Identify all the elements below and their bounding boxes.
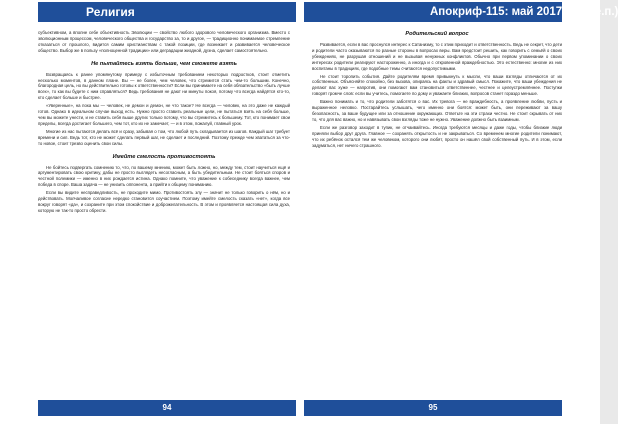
left-page-body [38, 30, 290, 390]
section-heading-2: Имейте смелость противостоять [112, 153, 216, 160]
paragraph: «Уверенные», на пока мы — человек, не демон и демон, не что такое? Не всегда — человек, на это даже не каждый готов. Однако в идеальном случае выход есть. Нужно просто ставить реальные цели, не пытаться взять на себя больше, чем вы можете унести, и не ставить себя выше других только потому, что вы стремитесь к большему. Тот, кто понимает свои пределы, всегда достигает большего, чем тот, кто их не замечает, — и в этом, пожалуй, главный урок. [38, 103, 290, 126]
left-page [0, 0, 296, 424]
right-page [304, 0, 618, 424]
paragraph: Если вы видите несправедливость, не проходите мимо. Противостоять злу — значит не только говорить о нём, но и действовать. Молчаливое согласие нередко становится соучастием. Поэтому имейте смелость сказать «нет», когда все вокруг говорят «да», и сохраните при этом спокойствие и доброжелательность. В этом и проявляется настоящая сила духа, которую не так-то просто обрести. [38, 190, 290, 213]
book-gutter [296, 0, 304, 424]
paragraph: Не стоит торопить события. Дайте родителям время привыкнуть к мысли, что ваши взгляды отличаются от их собственных. Объясняйте спокойно, без вызова, опираясь на факты и здравый смысл. Покажите, что ваши убеждения не делают вас хуже — напротив, они помогают вам становиться ответственнее, честнее и целеустремлённее. Поступки говорят громче слов: если вы учитесь, помогаете по дому и уважаете близких, вопросов станет гораздо меньше. [312, 73, 562, 97]
left-page-number: 94 [38, 400, 296, 416]
paragraph: Многие из нас пытаются делать всё и сразу, забывая о том, что любой путь складывается из шагов. Каждый шаг требует времени и сил. Ведь тот, кто не может сделать первый шаг, не сделает и последний. Поэтому прежде чем хвататься за что-то новое, стоит трезво оценить свои силы. [38, 128, 290, 146]
intro-paragraph: субъективном, а вполне себе объективность Эволюции — свойство любого здорового человеческого организма. Вместо с эволюционным процессом, человеческого общества и государство за, то и другое, — традиционно понимаемое стремление отказаться от прошлого, видится самим христианствам с такой позиции, где возникает и развивается человеческое общество. Выбор же в пользу «полноценной традиции» или деградации жиздной, дуэна, сделает самостоятельно. [38, 30, 290, 53]
right-page-body [312, 30, 562, 390]
paragraph: Если же разговор заходит в тупик, не отчаивайтесь. Иногда требуются месяцы и даже годы, чтобы близкие люди приняли выбор друг друга. Главное — сохранять открытость и не закрываться. Со временем многие родители понимают, что их ребёнок остался тем же человеком, которого они любят, просто он нашёл свой собственный путь. И в этом, если задуматься, нет ничего страшного. [312, 124, 562, 148]
right-page-header: Апокриф-115: май 2017 (25.3 е.п.) [304, 2, 562, 22]
paragraph: Развивается, если в вас проснулся интерес к Сатанизму, то с этим приходит и ответственность. Ведь не секрет, что дети и родители часто оказываются по разные стороны в вопросах веры. Вам предстоит решить, как говорить с семьёй о своих убеждениях, не разрушая отношений и не вызывая ненужных конфликтов. Обычно при первом упоминании о своих интересах родители реагируют настороженно, а иногда и с откровенной враждебностью. Это естественно: многие из них воспитаны в традициях, где подобные темы считаются недопустимыми. [312, 42, 562, 71]
paragraph: Возвращаясь к ранее упомянутому примеру с избыточным требованием некоторых подростков, стоит отметить несколько моментов, в данном плане. Вы — не более, чем человек, что стремится стать чем-то большим. Конечно, благородная цель, но вы действительно готовы к ответственности? Если вы принимаете на себя обязательство «быть лучше всех», то как вы будете с ним справляться? Ведь требования не дают ни минуты покоя, потому что всегда найдётся кто-то, кто сделает больше и быстрее. [38, 71, 290, 101]
section-heading: Родительский вопрос [405, 31, 469, 37]
paragraph: Важно понимать и то, что родители заботятся о вас. Их тревога — не враждебность, а проявление любви, пусть и выраженное неловко. Постарайтесь услышать, чего именно они боятся: может быть, они переживают за вашу безопасность, за ваше будущее или за отношение окружающих. Ответьте на эти страхи честно. Не стоит скрывать от них то, что для вас важно, но и навязывать свои взгляды тоже не нужно. Уважение должно быть взаимным. [312, 99, 562, 122]
right-page-number: 95 [304, 400, 562, 416]
paragraph: Не бойтесь подвергать сомнению то, что, по вашему мнению, может быть ложно, но, между тем, стоит научиться ещё и аргументировать свою критику, дабы не просто выглядеть несогласным, а быть убедительным. Не стоит бояться споров и честной полемики — именно в них рождается истина. Однако помните, что уважение к собеседнику всегда важнее, чем победа в споре. Ваша задача — не унизить оппонента, а прийти к общему пониманию. [38, 164, 290, 188]
section-heading-1: Не пытайтесь взять больше, чем сможете взять [91, 60, 237, 67]
left-page-header: Религия [38, 2, 296, 22]
